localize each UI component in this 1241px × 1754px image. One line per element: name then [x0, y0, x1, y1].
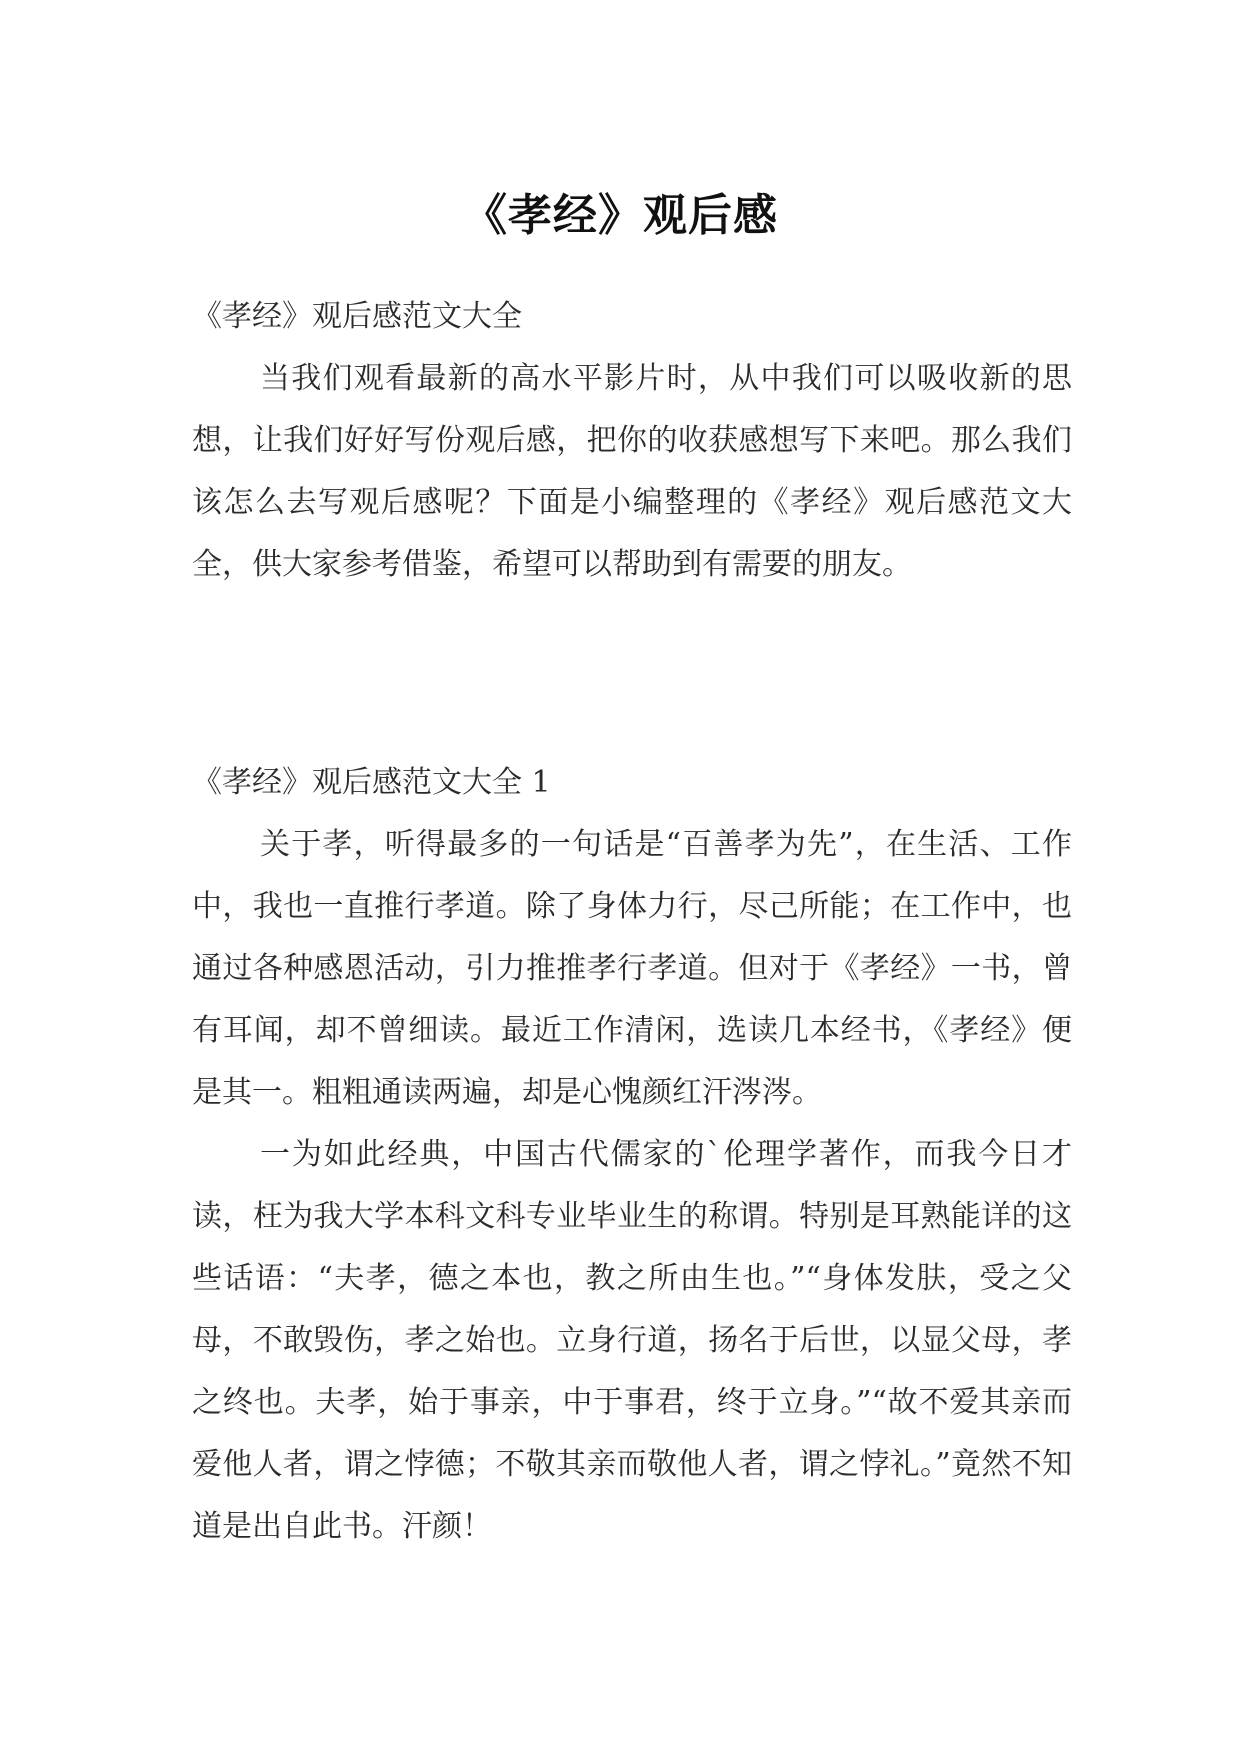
essay-1-heading: 《孝经》观后感范文大全 1 — [192, 765, 551, 800]
essay-1-paragraph-1: 关于孝，听得最多的一句话是“百善孝为先”，在生活、工作中，我也一直推行孝道。除了身体力行，尽己所能；在工作中，也通过各种感恩活动，引力推推孝行孝道。但对于《孝经》一书，曾有耳闻，却不曾细读。最近工作清闲，选读几本经书，《孝经》便是其一。粗粗通读两遍，却是心愧颜红汗涔涔。 — [192, 827, 1072, 1110]
intro-paragraph: 当我们观看最新的高水平影片时，从中我们可以吸收新的思想，让我们好好写份观后感，把你的收获感想写下来吧。那么我们该怎么去写观后感呢？下面是小编整理的《孝经》观后感范文大全，供大家参考借鉴，希望可以帮助到有需要的朋友。 — [192, 361, 1072, 582]
intro-section — [192, 286, 1072, 596]
essay-1-paragraph-2: 一为如此经典，中国古代儒家的`伦理学著作，而我今日才读，枉为我大学本科文科专业毕业生的称谓。特别是耳熟能详的这些话语：“夫孝，德之本也，教之所由生也。”“身体发肤，受之父母，不敢毁伤，孝之始也。立身行道，扬名于后世，以显父母，孝之终也。夫孝，始于事亲，中于事君，终于立身。”“故不爱其亲而爱他人者，谓之悖德；不敬其亲而敬他人者，谓之悖礼。”竟然不知道是出自此书。汗颜！ — [192, 1137, 1072, 1544]
essay-1-section — [192, 752, 1072, 1558]
document-title: 《孝经》观后感 — [463, 190, 778, 242]
intro-heading: 《孝经》观后感范文大全 — [192, 299, 522, 334]
